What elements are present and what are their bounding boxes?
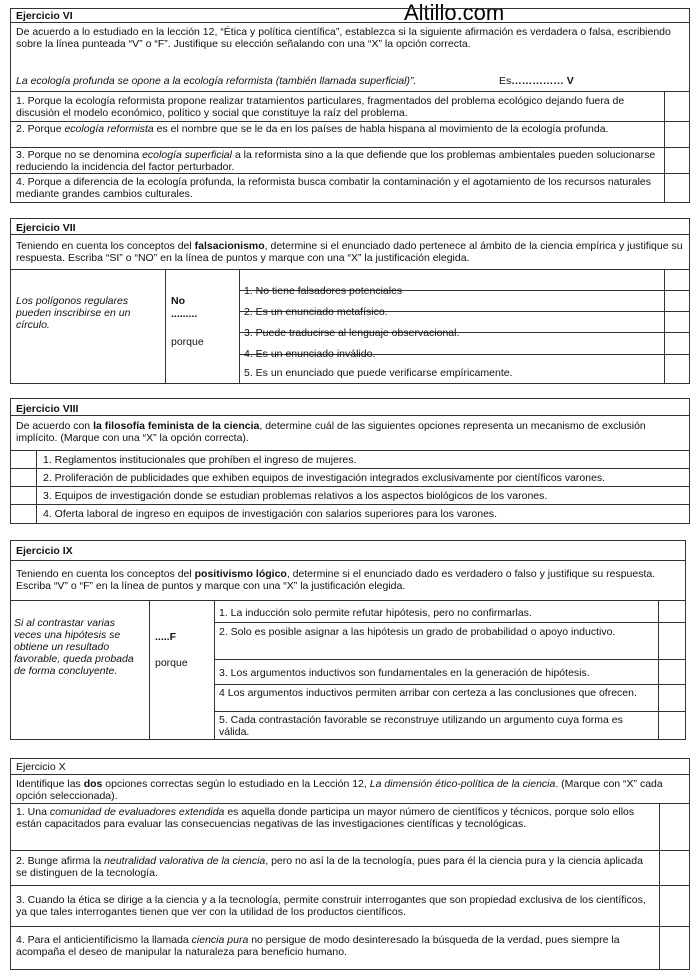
exercise-6-answer-area xyxy=(499,75,619,87)
exercise-8 xyxy=(10,398,690,524)
option-2: 2. Es un enunciado metafísico. xyxy=(244,306,388,318)
answer-dots[interactable]: ......... xyxy=(171,308,198,320)
option-1: 1. La inducción solo permite refutar hipótesis, pero no confirmarlas. xyxy=(219,607,532,619)
checkbox-3[interactable] xyxy=(665,312,689,332)
option-1: 1. Reglamentos institucionales que prohíben el ingreso de mujeres. xyxy=(43,454,357,466)
exercise-7-statement: Los polígonos regulares pueden inscribirse en un círculo. xyxy=(16,295,131,331)
exercise-8-instructions: De acuerdo con la filosofía feminista de la ciencia, determine cuál de las siguientes opciones representa un mecanismo de exclusión implícito. (Marque con una “X” la opción correcta). xyxy=(16,420,646,444)
option-4: 4. Para el anticientificismo la llamada ciencia pura no persigue de modo desinteresado la búsqueda de la verdad, pues siempre la acompaña el deseo de manipular la naturaleza para beneficio humano. xyxy=(16,934,620,958)
exercise-6-instructions: De acuerdo a lo estudiado en la lección 12, “Ética y política científica”, establezca si la siguiente afirmación es verdadera o falsa, escribiendo sobre la línea punteada “V” o “F”. Justifique su elección señalando con una “X” la opción correcta. xyxy=(16,26,671,50)
exercise-6-title: Ejercicio VI xyxy=(16,10,73,22)
checkbox-3[interactable] xyxy=(11,487,36,504)
option-2: 2. Solo es posible asignar a las hipótesis un grado de probabilidad o apoyo inductivo. xyxy=(219,626,616,638)
checkbox-1[interactable] xyxy=(665,270,689,290)
exercise-7-instructions: Teniendo en cuenta los conceptos del falsacionismo, determine si el enunciado dado pertenece al ámbito de la ciencia empírica y justifique su respuesta. Escriba “SI” o “NO” en la línea de puntos y marque con una “X” la justificación elegida. xyxy=(16,240,683,264)
checkbox-4[interactable] xyxy=(665,333,689,354)
exercise-10-instructions: Identifique las dos opciones correctas según lo estudiado en la Lección 12, La dimensión ético-política de la ciencia. (Marque con “X” cada opción seleccionada). xyxy=(16,778,663,802)
checkbox-5[interactable] xyxy=(659,712,685,739)
exercise-9-statement: Si al contrastar varias veces una hipótesis se obtiene un resultado favorable, queda probada de forma concluyente. xyxy=(14,617,134,677)
checkbox-1[interactable] xyxy=(659,601,685,622)
checkbox-5[interactable] xyxy=(665,355,689,383)
answer-area xyxy=(155,631,176,643)
exercise-8-title: Ejercicio VIII xyxy=(16,403,79,415)
checkbox-2[interactable] xyxy=(660,851,689,885)
answer-value: No xyxy=(171,295,185,307)
checkbox-4[interactable] xyxy=(660,927,689,969)
site-logo: Altillo.com xyxy=(404,0,505,25)
option-3: 3. Porque no se denomina ecología superficial a la reformista sino a la que defiende que los problemas ambientales pueden solucionarse reduciendo la incidencia del factor perturbador. xyxy=(16,149,656,173)
option-5: 5. Cada contrastación favorable se reconstruye utilizando un argumento cuya forma es válida. xyxy=(219,714,623,738)
checkbox-1[interactable] xyxy=(665,92,689,120)
exercise-10 xyxy=(10,758,690,970)
exercise-6-statement: La ecología profunda se opone a la ecología reformista (también llamada superficial)”. xyxy=(16,75,417,87)
porque-label: porque xyxy=(155,657,188,669)
answer-dots[interactable]: …………… xyxy=(511,75,564,87)
exercise-9 xyxy=(10,540,686,740)
checkbox-2[interactable] xyxy=(665,291,689,311)
exercise-7-title: Ejercicio VII xyxy=(16,222,76,234)
option-3: 3. Equipos de investigación donde se estudian problemas relativos a los aspectos biológicos de los varones. xyxy=(43,490,548,502)
porque-label: porque xyxy=(171,336,204,348)
answer-value: V xyxy=(566,75,574,87)
exercise-10-title: Ejercicio X xyxy=(16,761,66,773)
option-5: 5. Es un enunciado que puede verificarse empíricamente. xyxy=(244,367,513,379)
option-2: 2. Proliferación de publicidades que exhiben equipos de investigación integrados exclusivamente por científicos varones. xyxy=(43,472,606,484)
option-2: 2. Porque ecología reformista es el nombre que se le da en los países de habla hispana al movimiento de la ecología profunda. xyxy=(16,123,609,135)
option-1: 1. Una comunidad de evaluadores extendida es aquella donde participa un mayor número de científicos y técnicos, porque solo ellos están capacitados para evaluar las consecuencias negativas de las investigaciones científicas y tecnológicas. xyxy=(16,806,635,830)
option-3: 3. Los argumentos inductivos son fundamentales en la generación de hipótesis. xyxy=(219,667,590,679)
option-1: 1. No tiene falsadores potenciales xyxy=(244,285,403,297)
checkbox-3[interactable] xyxy=(659,660,685,684)
option-3: 3. Cuando la ética se dirige a la ciencia y a la tecnología, permite construir interrogantes que son propiedad exclusiva de los científicos, ya que tales interrogantes tienen que ver con la utilidad de los productos científicos. xyxy=(16,894,646,918)
checkbox-4[interactable] xyxy=(665,174,689,202)
checkbox-1[interactable] xyxy=(11,451,36,468)
checkbox-3[interactable] xyxy=(660,886,689,926)
checkbox-4[interactable] xyxy=(659,685,685,711)
es-label: Es xyxy=(499,75,512,87)
option-4: 4 Los argumentos inductivos permiten arribar con certeza a las conclusiones que ofrecen. xyxy=(219,687,637,699)
option-1: 1. Porque la ecología reformista propone realizar tratamientos particulares, fragmentados del problema ecológico dejando fuera de discusión el modelo económico, político y social que constituye la raíz del problema. xyxy=(16,95,625,119)
checkbox-2[interactable] xyxy=(665,122,689,146)
exercise-7 xyxy=(10,218,690,384)
checkbox-2[interactable] xyxy=(659,623,685,659)
option-4: 4. Es un enunciado inválido. xyxy=(244,348,376,360)
checkbox-1[interactable] xyxy=(660,804,689,850)
option-4: 4. Porque a diferencia de la ecología profunda, la reformista busca combatir la contaminación y el agotamiento de los recursos naturales mediante grandes cambios culturales. xyxy=(16,176,652,200)
answer-dots[interactable]: ..... xyxy=(155,631,170,643)
option-2: 2. Bunge afirma la neutralidad valorativa de la ciencia, pero no así la de la tecnología, pues para él la ciencia pura y la ciencia aplicada se distinguen de la tecnología. xyxy=(16,855,643,879)
exercise-6 xyxy=(10,8,690,203)
checkbox-2[interactable] xyxy=(11,469,36,486)
checkbox-4[interactable] xyxy=(11,505,36,523)
checkbox-3[interactable] xyxy=(665,148,689,172)
exercise-9-instructions: Teniendo en cuenta los conceptos del positivismo lógico, determine si el enunciado dado es verdadero o falso y justifique su respuesta. Escriba “V” o “F” en la línea de puntos y marque con una “X” la justificación elegida. xyxy=(16,568,656,592)
answer-value: F xyxy=(169,631,177,643)
exercise-9-title: Ejercicio IX xyxy=(16,545,73,557)
option-4: 4. Oferta laboral de ingreso en equipos de investigación con salarios superiores para los varones. xyxy=(43,508,498,520)
option-3: 3. Puede traducirse al lenguaje observacional. xyxy=(244,327,460,339)
